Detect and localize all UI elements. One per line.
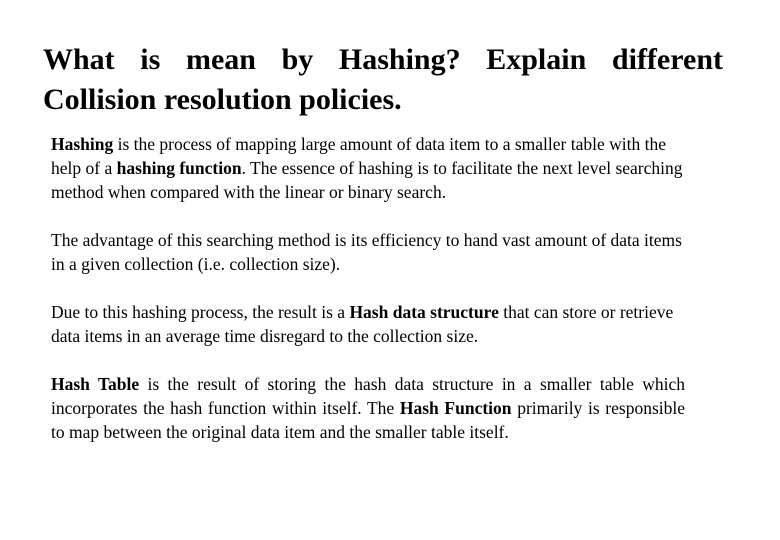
term-hash-table: Hash Table xyxy=(51,374,140,394)
paragraph-hash-table xyxy=(51,372,685,444)
paragraph-text: Due to this hashing process, the result is a xyxy=(51,302,350,322)
slide-title: What is mean by Hashing? Explain different Collision resolution policies. xyxy=(43,43,723,116)
term-hashing-function: hashing function xyxy=(116,158,242,178)
paragraph-text: is the result of storing the hash data structure in a smaller table which incorporates the hash function within itself. The xyxy=(51,374,685,418)
paragraph-text: that can store or retrieve data items in an average time disregard to the collection size. xyxy=(51,302,674,346)
paragraph-advantage xyxy=(51,228,685,276)
paragraph-hashing-definition xyxy=(51,132,685,204)
paragraph-hash-data-structure xyxy=(51,300,685,348)
paragraph-text: is the process of mapping large amount of data item to a smaller table with the help of a xyxy=(51,134,666,178)
paragraph-text: The advantage of this searching method is its efficiency to hand vast amount of data items in a given collection (i.e. collection size). xyxy=(51,230,682,274)
term-hashing: Hashing xyxy=(51,134,114,154)
paragraph-text: . The essence of hashing is to facilitate the next level searching method when compared with the linear or binary search. xyxy=(51,158,683,202)
term-hash-function: Hash Function xyxy=(399,398,512,418)
paragraph-text: primarily is responsible to map between the original data item and the smaller table itself. xyxy=(51,398,686,442)
term-hash-data-structure: Hash data structure xyxy=(349,302,499,322)
